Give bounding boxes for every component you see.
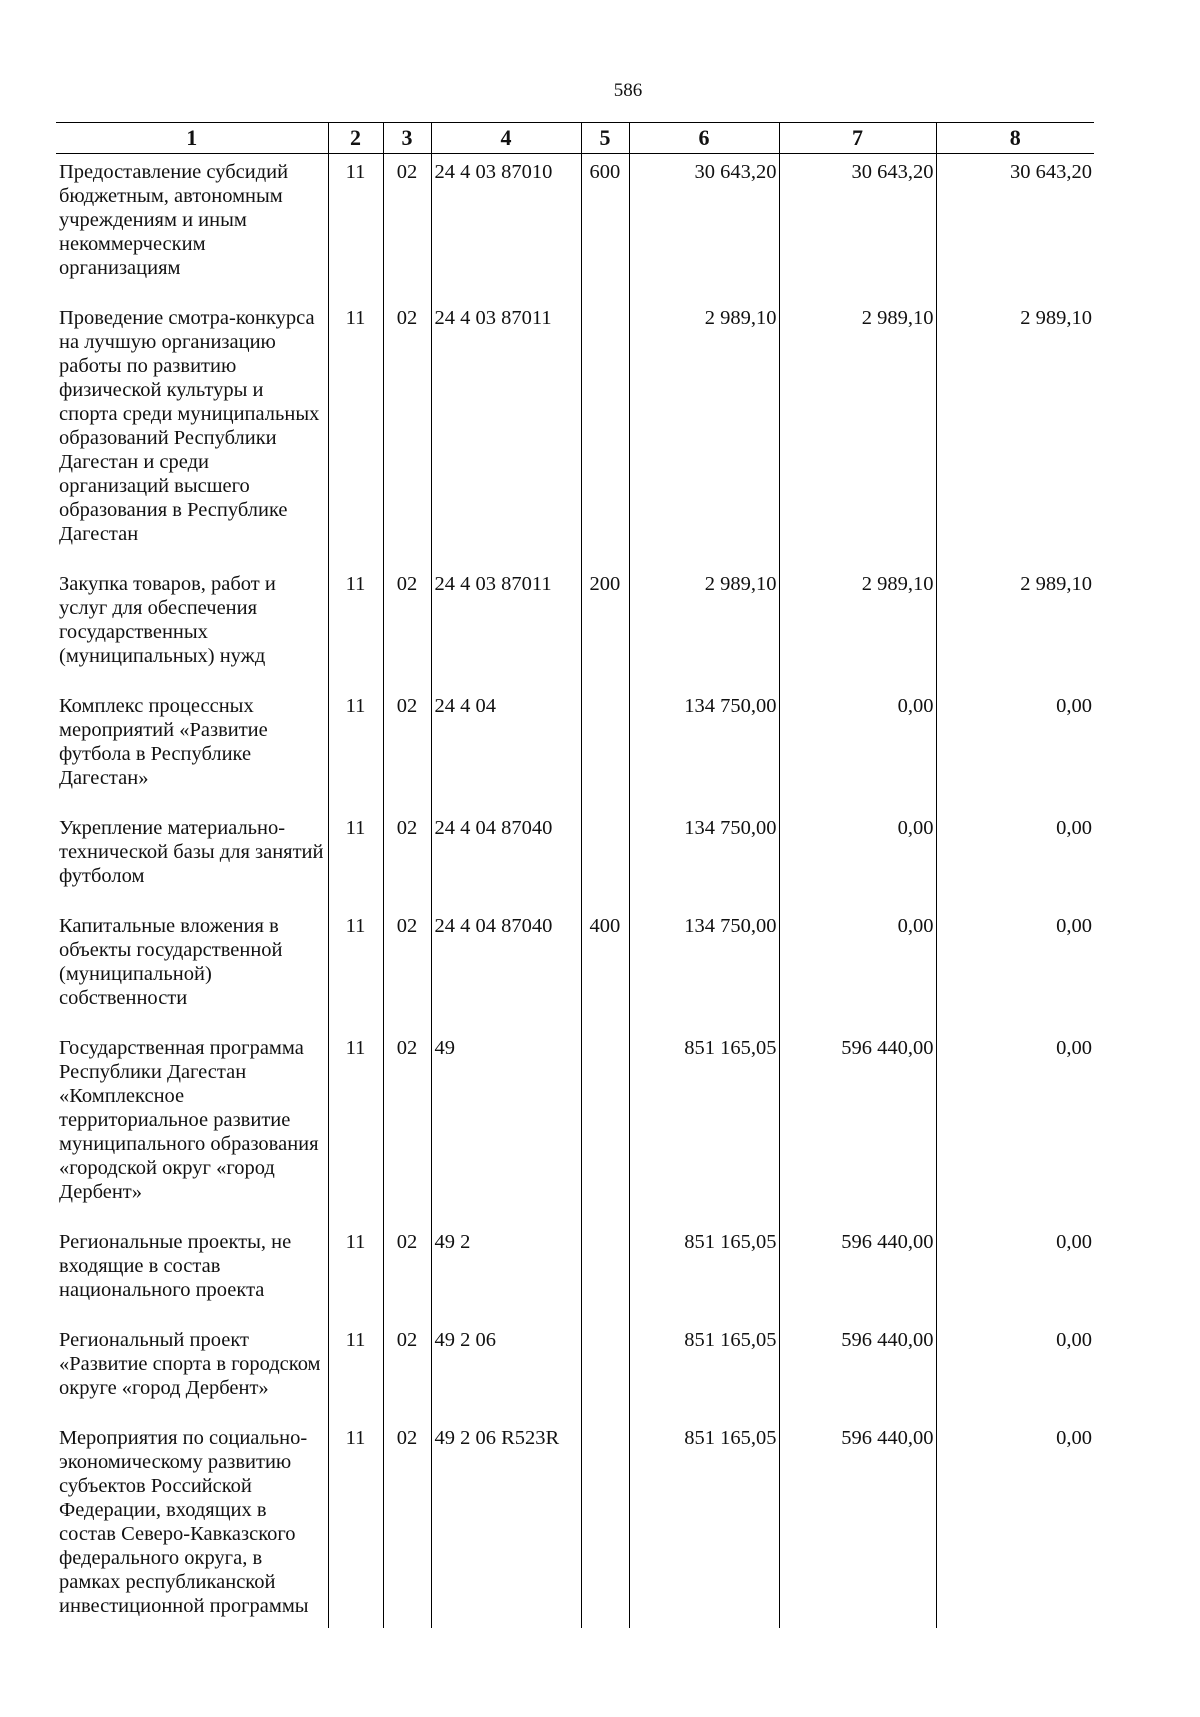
target-code: 49	[431, 1030, 581, 1224]
section-code: 11	[328, 1030, 383, 1224]
amount-col-6: 134 750,00	[629, 688, 779, 810]
table-row	[56, 1030, 1094, 1224]
page-number: 586	[613, 80, 643, 101]
subsection-code: 02	[383, 300, 431, 566]
expense-type-code: 400	[581, 908, 629, 1030]
amount-col-7: 596 440,00	[779, 1322, 936, 1420]
row-name: Закупка товаров, работ и услуг для обеспечения государственных (муниципальных) нужд	[59, 573, 276, 667]
amount-col-8: 0,00	[936, 1420, 1094, 1628]
amount-col-8: 30 643,20	[936, 154, 1094, 301]
row-name: Предоставление субсидий бюджетным, автономным учреждениям и иным некоммерческим организациям	[59, 161, 289, 279]
table-row	[56, 1420, 1094, 1628]
header-cell-5: 5	[581, 123, 629, 154]
amount-col-8: 0,00	[936, 810, 1094, 908]
amount-col-7: 0,00	[779, 810, 936, 908]
section-code: 11	[328, 810, 383, 908]
row-name: Мероприятия по социально-экономическому развитию субъектов Российской Федерации, входящих в состав Северо-Кавказского федерального округа, в рамках республиканской инвестиционной программы	[59, 1427, 309, 1617]
table-row	[56, 908, 1094, 1030]
section-code: 11	[328, 1420, 383, 1628]
amount-col-8: 2 989,10	[936, 300, 1094, 566]
expense-type-code	[581, 1030, 629, 1224]
expense-type-code	[581, 300, 629, 566]
subsection-code: 02	[383, 1322, 431, 1420]
subsection-code: 02	[383, 1030, 431, 1224]
subsection-code: 02	[383, 1224, 431, 1322]
section-code: 11	[328, 908, 383, 1030]
amount-col-7: 2 989,10	[779, 566, 936, 688]
section-code: 11	[328, 566, 383, 688]
table-row	[56, 688, 1094, 810]
amount-col-7: 596 440,00	[779, 1224, 936, 1322]
amount-col-6: 2 989,10	[629, 566, 779, 688]
expense-type-code	[581, 1224, 629, 1322]
amount-col-7: 0,00	[779, 688, 936, 810]
amount-col-8: 0,00	[936, 688, 1094, 810]
amount-col-7: 30 643,20	[779, 154, 936, 301]
target-code: 24 4 03 87011	[431, 566, 581, 688]
amount-col-8: 0,00	[936, 908, 1094, 1030]
expense-type-code	[581, 1420, 629, 1628]
header-cell-3: 3	[383, 123, 431, 154]
target-code: 49 2 06 R523R	[431, 1420, 581, 1628]
row-name: Комплекс процессных мероприятий «Развитие футбола в Республике Дагестан»	[59, 695, 268, 789]
expense-type-code	[581, 1322, 629, 1420]
target-code: 49 2	[431, 1224, 581, 1322]
amount-col-6: 851 165,05	[629, 1420, 779, 1628]
section-code: 11	[328, 154, 383, 301]
table-row	[56, 1224, 1094, 1322]
table-row	[56, 300, 1094, 566]
amount-col-6: 2 989,10	[629, 300, 779, 566]
amount-col-6: 134 750,00	[629, 810, 779, 908]
amount-col-8: 0,00	[936, 1224, 1094, 1322]
header-cell-7: 7	[779, 123, 936, 154]
table-row	[56, 810, 1094, 908]
row-name: Укрепление материально-технической базы для занятий футболом	[59, 817, 324, 887]
header-cell-8: 8	[936, 123, 1094, 154]
target-code: 49 2 06	[431, 1322, 581, 1420]
subsection-code: 02	[383, 154, 431, 301]
header-cell-4: 4	[431, 123, 581, 154]
amount-col-6: 134 750,00	[629, 908, 779, 1030]
budget-table	[56, 122, 1094, 1628]
subsection-code: 02	[383, 1420, 431, 1628]
section-code: 11	[328, 1322, 383, 1420]
row-name: Государственная программа Республики Дагестан «Комплексное территориальное развитие муниципального образования «городской округ «город Дербент»	[59, 1037, 319, 1203]
expense-type-code	[581, 688, 629, 810]
row-name: Региональный проект «Развитие спорта в городском округе «город Дербент»	[59, 1329, 321, 1399]
table-row	[56, 154, 1094, 301]
amount-col-8: 2 989,10	[936, 566, 1094, 688]
header-cell-1: 1	[56, 123, 328, 154]
row-name: Капитальные вложения в объекты государственной (муниципальной) собственности	[59, 915, 283, 1009]
target-code: 24 4 04	[431, 688, 581, 810]
header-cell-2: 2	[328, 123, 383, 154]
table-row	[56, 566, 1094, 688]
amount-col-6: 851 165,05	[629, 1030, 779, 1224]
target-code: 24 4 03 87010	[431, 154, 581, 301]
amount-col-7: 0,00	[779, 908, 936, 1030]
header-cell-6: 6	[629, 123, 779, 154]
target-code: 24 4 04 87040	[431, 908, 581, 1030]
target-code: 24 4 03 87011	[431, 300, 581, 566]
section-code: 11	[328, 1224, 383, 1322]
expense-type-code	[581, 810, 629, 908]
subsection-code: 02	[383, 566, 431, 688]
amount-col-8: 0,00	[936, 1322, 1094, 1420]
target-code: 24 4 04 87040	[431, 810, 581, 908]
row-name: Региональные проекты, не входящие в состав национального проекта	[59, 1231, 292, 1301]
amount-col-7: 2 989,10	[779, 300, 936, 566]
table-row	[56, 1322, 1094, 1420]
subsection-code: 02	[383, 810, 431, 908]
amount-col-8: 0,00	[936, 1030, 1094, 1224]
subsection-code: 02	[383, 908, 431, 1030]
row-name: Проведение смотра-конкурса на лучшую организацию работы по развитию физической культуры и спорта среди муниципальных образований Республики Дагестан и среди организаций высшего образования в Республике Дагестан	[59, 307, 320, 545]
section-code: 11	[328, 688, 383, 810]
header-row	[56, 123, 1094, 154]
expense-type-code: 200	[581, 566, 629, 688]
expense-type-code: 600	[581, 154, 629, 301]
amount-col-6: 851 165,05	[629, 1224, 779, 1322]
amount-col-6: 851 165,05	[629, 1322, 779, 1420]
amount-col-6: 30 643,20	[629, 154, 779, 301]
amount-col-7: 596 440,00	[779, 1030, 936, 1224]
section-code: 11	[328, 300, 383, 566]
amount-col-7: 596 440,00	[779, 1420, 936, 1628]
subsection-code: 02	[383, 688, 431, 810]
